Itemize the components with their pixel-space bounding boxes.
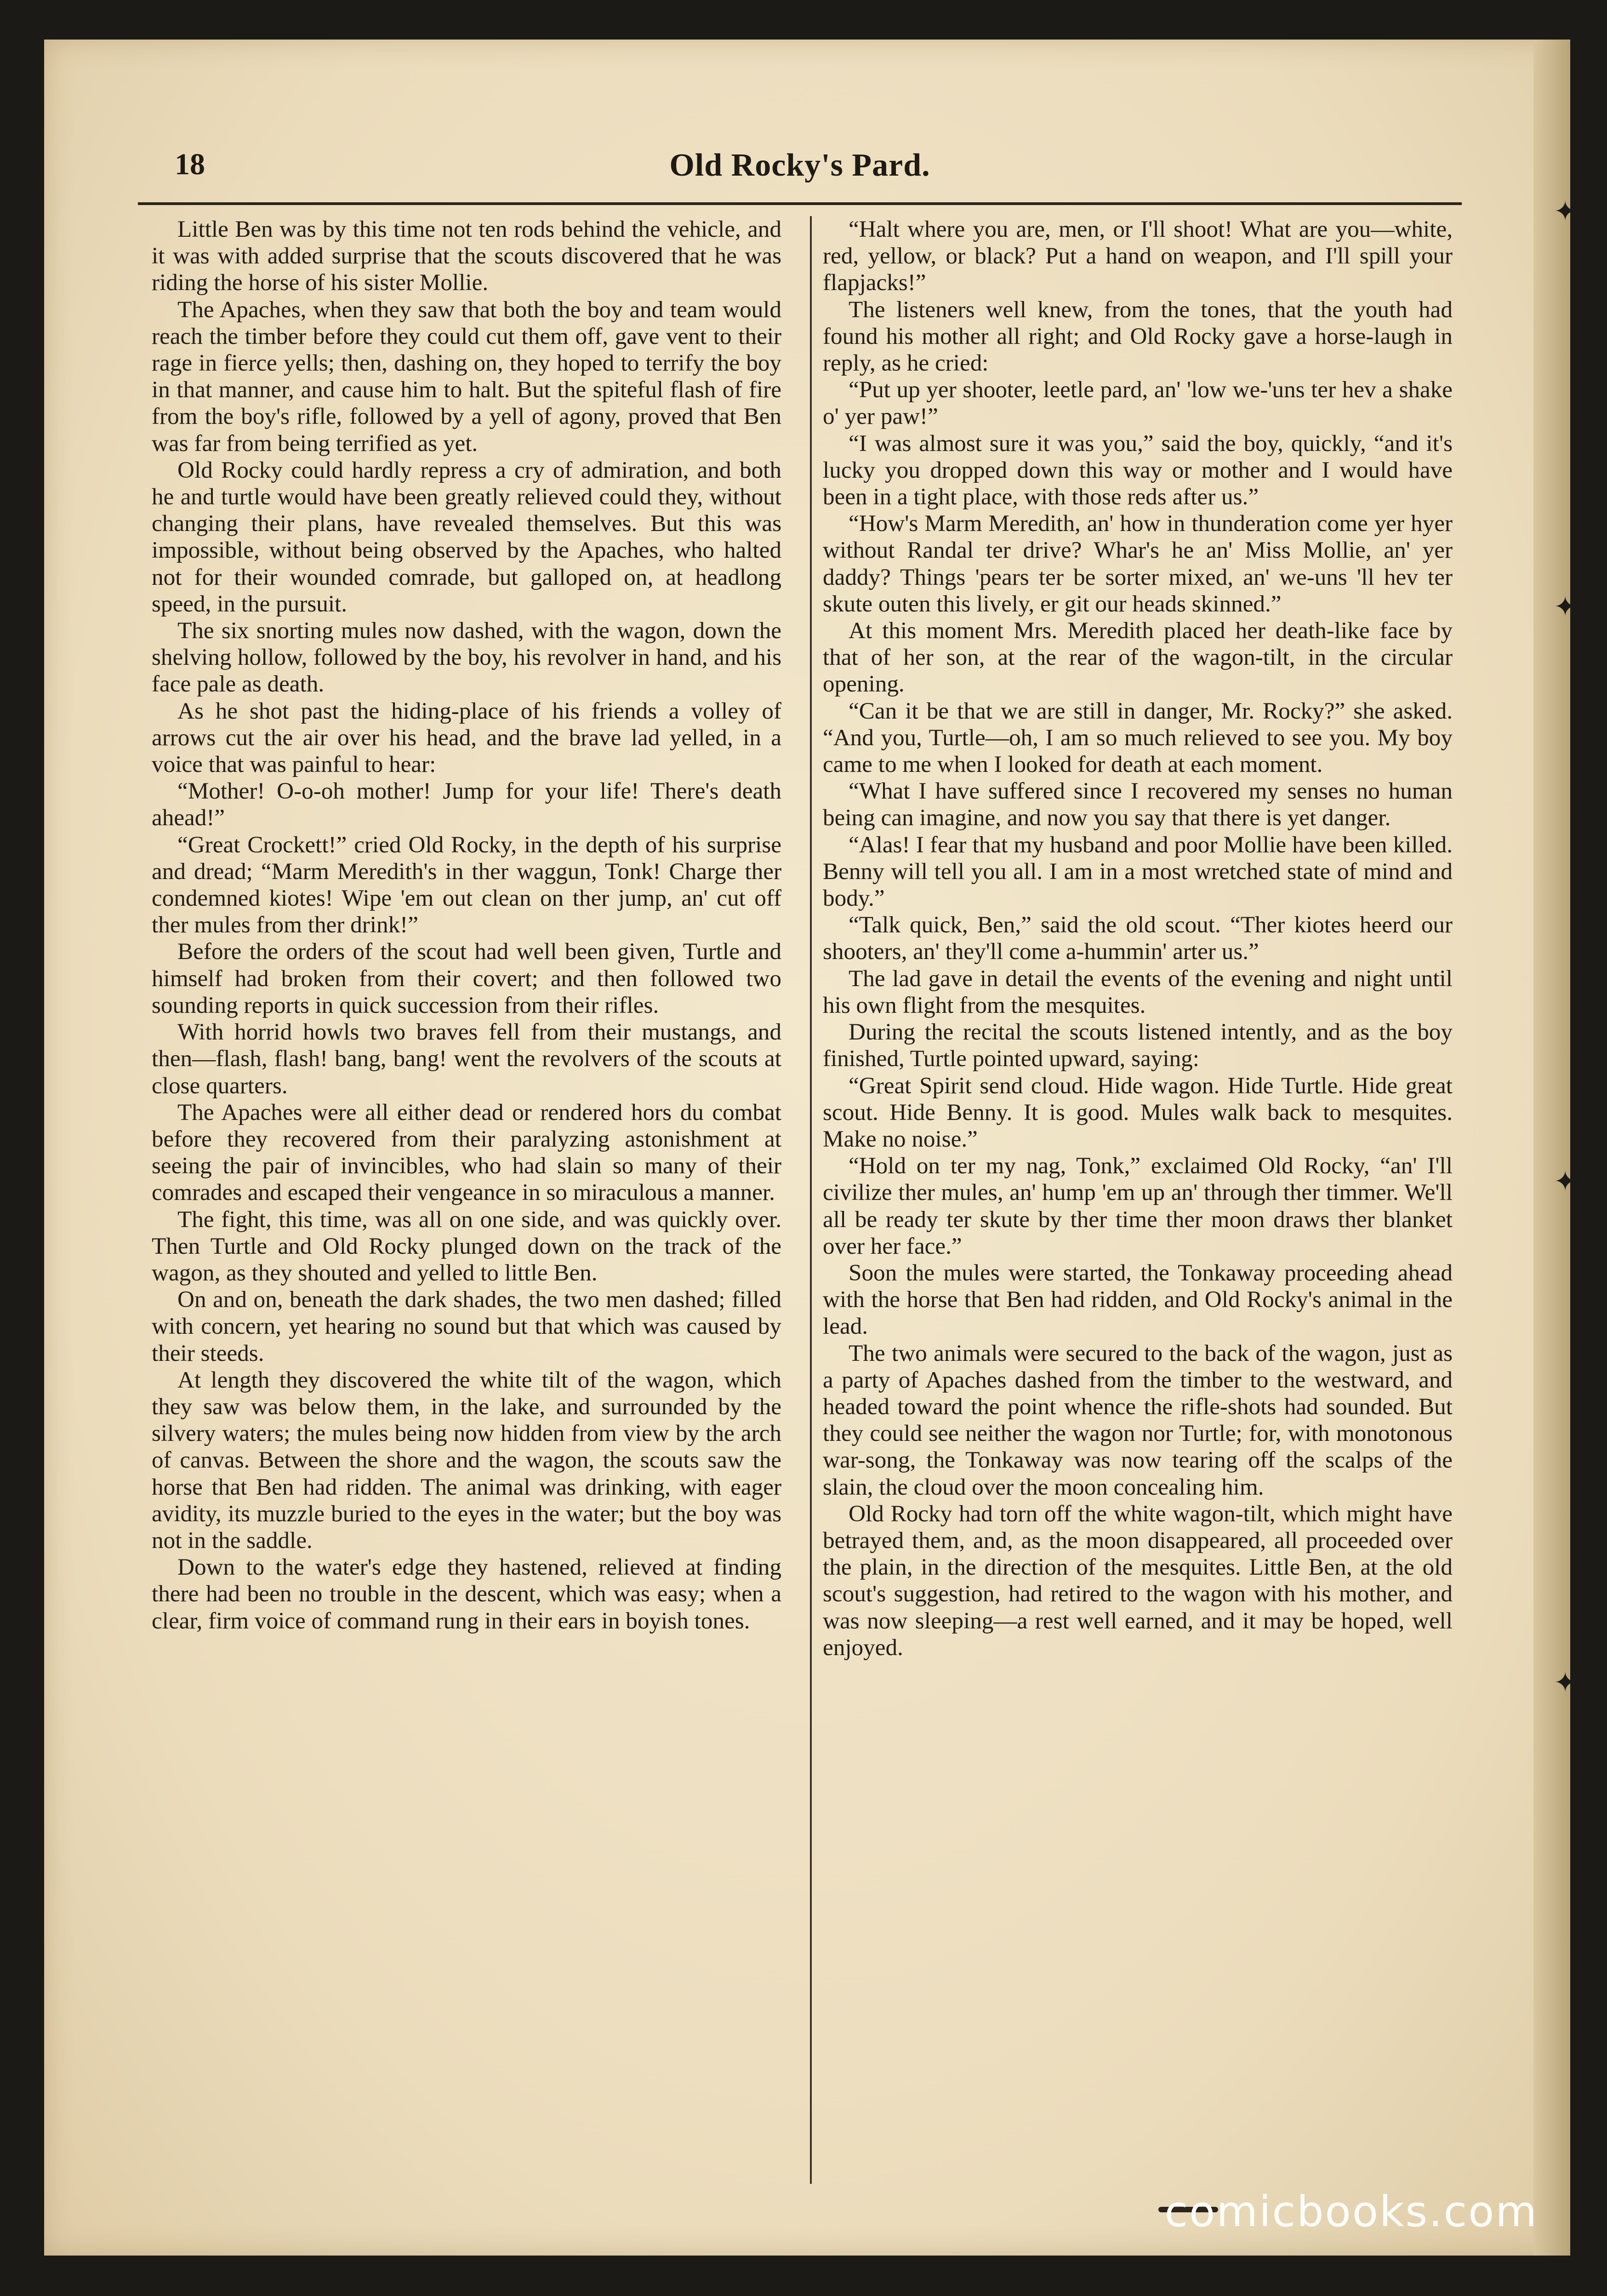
- header-rule: [138, 202, 1462, 205]
- paragraph: Little Ben was by this time not ten rods behind the vehicle, and it was with added surprise that the scouts discovered that he was riding the horse of his sister Mollie.: [152, 216, 781, 296]
- page-spine: [1533, 40, 1570, 2256]
- paragraph: “Mother! O-o-oh mother! Jump for your life! There's death ahead!”: [152, 778, 781, 831]
- paragraph: The Apaches were all either dead or rendered hors du combat before they recovered from their paralyzing astonishment at seeing the pair of invincibles, who had slain so many of their comrades and escaped their vengeance in so miraculous a manner.: [152, 1099, 781, 1206]
- paragraph: “I was almost sure it was you,” said the boy, quickly, “and it's lucky you dropped down this way or mother and I would have been in a tight place, with those reds after us.”: [823, 430, 1453, 510]
- paragraph: “Halt where you are, men, or I'll shoot! What are you—white, red, yellow, or black? Put a hand on weapon, and I'll spill your flapjacks!”: [823, 216, 1453, 296]
- paragraph: “How's Marm Meredith, an' how in thunderation come yer hyer without Randal ter drive? Whar's he an' Miss Mollie, an' yer daddy? Things 'pears ter be sorter mixed, an' we-uns 'll hev ter skute outen this lively, er git our heads skinned.”: [823, 510, 1453, 617]
- paragraph: Old Rocky had torn off the white wagon-tilt, which might have betrayed them, and, as the moon disappeared, all proceeded over the plain, in the direction of the mesquites. Little Ben, at the old scout's suggestion, had retired to the wagon with his mother, and was now sleeping—a rest well earned, and it may be hoped, well enjoyed.: [823, 1500, 1453, 1661]
- paragraph: On and on, beneath the dark shades, the two men dashed; filled with concern, yet hearing no sound but that which was caused by their steeds.: [152, 1286, 781, 1366]
- running-title: Old Rocky's Pard.: [669, 148, 930, 183]
- page-number: 18: [175, 148, 205, 181]
- column-divider: [810, 216, 812, 2184]
- paragraph: Down to the water's edge they hastened, relieved at finding there had been no trouble in the descent, which was easy; when a clear, firm voice of command rung in their ears in boyish tones.: [152, 1554, 781, 1634]
- paragraph: “Put up yer shooter, leetle pard, an' 'low we-'uns ter hev a shake o' yer paw!”: [823, 377, 1453, 430]
- paragraph: “What I have suffered since I recovered my senses no human being can imagine, and now you say that there is yet danger.: [823, 778, 1453, 831]
- binding-notch: ✦: [1554, 1166, 1577, 1197]
- binding-notch: ✦: [1554, 1668, 1577, 1698]
- paragraph: With horrid howls two braves fell from their mustangs, and then—flash, flash! bang, bang! went the revolvers of the scouts at close quarters.: [152, 1019, 781, 1099]
- paragraph: “Great Spirit send cloud. Hide wagon. Hide Turtle. Hide great scout. Hide Benny. It is good. Mules walk back to mesquites. Make no noise.”: [823, 1072, 1453, 1152]
- paragraph: During the recital the scouts listened intently, and as the boy finished, Turtle pointed upward, saying:: [823, 1019, 1453, 1072]
- paragraph: Before the orders of the scout had well been given, Turtle and himself had broken from their covert; and then followed two sounding reports in quick succession from their rifles.: [152, 938, 781, 1018]
- paragraph: The lad gave in detail the events of the evening and night until his own flight from the mesquites.: [823, 965, 1453, 1018]
- page-header: [138, 138, 1462, 198]
- paragraph: The six snorting mules now dashed, with the wagon, down the shelving hollow, followed by the boy, his revolver in hand, and his face pale as death.: [152, 617, 781, 697]
- left-text-column: [152, 216, 781, 2193]
- binding-notch: ✦: [1554, 196, 1577, 227]
- right-text-column: [823, 216, 1453, 2193]
- paragraph: Old Rocky could hardly repress a cry of admiration, and both he and turtle would have been greatly relieved could they, without changing their plans, have revealed themselves. But this was impossible, without being observed by the Apaches, who halted not for their wounded comrade, but galloped on, at headlong speed, in the pursuit.: [152, 457, 781, 617]
- binding-notch: ✦: [1554, 592, 1577, 622]
- paragraph: Soon the mules were started, the Tonkaway proceeding ahead with the horse that Ben had ridden, and Old Rocky's animal in the lead.: [823, 1259, 1453, 1340]
- paragraph: “Talk quick, Ben,” said the old scout. “Ther kiotes heerd our shooters, an' they'll come a-hummin' arter us.”: [823, 912, 1453, 965]
- paragraph: At this moment Mrs. Meredith placed her death-like face by that of her son, at the rear of the wagon-tilt, in the circular opening.: [823, 617, 1453, 697]
- paragraph: The Apaches, when they saw that both the boy and team would reach the timber before they could cut them off, gave vent to their rage in fierce yells; then, dashing on, they hoped to terrify the boy in that manner, and cause him to halt. But the spiteful flash of fire from the boy's rifle, followed by a yell of agony, proved that Ben was far from being terrified as yet.: [152, 296, 781, 457]
- paragraph: “Alas! I fear that my husband and poor Mollie have been killed. Benny will tell you all. I am in a most wretched state of mind and body.”: [823, 831, 1453, 912]
- paragraph: “Great Crockett!” cried Old Rocky, in the depth of his surprise and dread; “Marm Meredith's in ther waggun, Tonk! Charge ther condemned kiotes! Wipe 'em out clean on ther jump, an' cut off ther mules from ther drink!”: [152, 831, 781, 938]
- paragraph: The fight, this time, was all on one side, and was quickly over. Then Turtle and Old Rocky plunged down on the track of the wagon, as they shouted and yelled to little Ben.: [152, 1206, 781, 1286]
- paragraph: “Hold on ter my nag, Tonk,” exclaimed Old Rocky, “an' I'll civilize ther mules, an' hump 'em up an' through ther timmer. We'll all be ready ter skute by ther time ther moon draws ther blanket over her face.”: [823, 1153, 1453, 1259]
- paragraph: As he shot past the hiding-place of his friends a volley of arrows cut the air over his head, and the brave lad yelled, in a voice that was painful to hear:: [152, 697, 781, 778]
- paragraph: The listeners well knew, from the tones, that the youth had found his mother all right; and Old Rocky gave a horse-laugh in reply, as he cried:: [823, 296, 1453, 377]
- paragraph: The two animals were secured to the back of the wagon, just as a party of Apaches dashed from the timber to the westward, and headed toward the point whence the rifle-shots had sounded. But they could see neither the wagon nor Turtle; for, with monotonous war-song, the Tonkaway was now tearing off the scalps of the slain, the cloud over the moon concealing him.: [823, 1340, 1453, 1500]
- paragraph: At length they discovered the white tilt of the wagon, which they saw was below them, in the lake, and surrounded by the silvery waters; the mules being now hidden from view by the arch of canvas. Between the shore and the wagon, the scouts saw the horse that Ben had ridden. The animal was drinking, with eager avidity, its muzzle buried to the eyes in the water; but the boy was not in the saddle.: [152, 1366, 781, 1554]
- watermark: comicbooks.com: [1164, 2187, 1538, 2236]
- paragraph: “Can it be that we are still in danger, Mr. Rocky?” she asked. “And you, Turtle—oh, I am so much relieved to see you. My boy came to me when I looked for death at each moment.: [823, 697, 1453, 778]
